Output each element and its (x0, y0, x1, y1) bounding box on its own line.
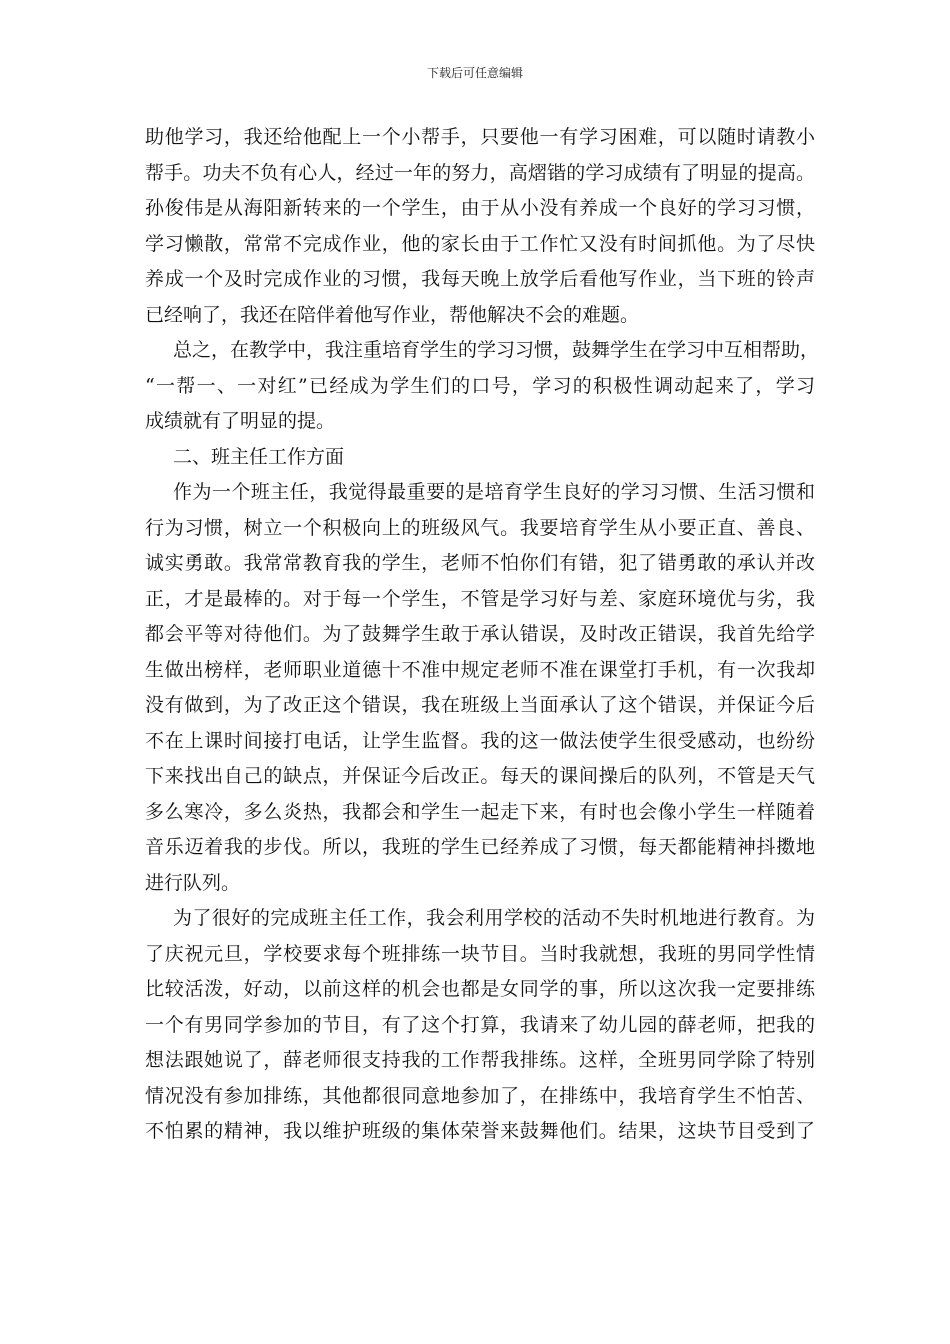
text-line: 了庆祝元旦，学校要求每个班排练一块节目。当时我就想，我班的男同学性情 (145, 942, 815, 965)
text-line: 没有做到，为了改正这个错误，我在班级上当面承认了这个错误，并保证今后 (145, 694, 815, 716)
text-line: 学习懒散，常常不完成作业，他的家长由于工作忙又没有时间抓他。为了尽快 (145, 232, 815, 255)
text-line: 音乐迈着我的步伐。所以，我班的学生已经养成了习惯，每天都能精神抖擞地 (145, 836, 815, 858)
text-line: 行为习惯，树立一个积极向上的班级风气。我要培育学生从小要正直、善良、 (145, 516, 815, 539)
text-line: 进行队列。 (145, 871, 241, 894)
text-line: 养成一个及时完成作业的习惯，我每天晚上放学后看他写作业，当下班的铃声 (145, 268, 815, 290)
text-line: 已经响了，我还在陪伴着他写作业，帮他解决不会的难题。 (145, 303, 640, 326)
text-line: 一个有男同学参加的节目，有了这个打算，我请来了幼儿园的薛老师，把我的 (145, 1013, 815, 1036)
paragraph-start-line: 为了很好的完成班主任工作，我会利用学校的活动不失时机地进行教育。为 (173, 907, 815, 929)
text-line: 生做出榜样，老师职业道德十不准中规定老师不准在课堂打手机，有一次我却 (145, 658, 815, 681)
text-line: 多么寒冷，多么炎热，我都会和学生一起走下来，有时也会像小学生一样随着 (145, 800, 815, 823)
text-line: 帮手。功夫不负有心人，经过一年的努力，高熠锴的学习成绩有了明显的提高。 (145, 161, 815, 184)
text-line: 情况没有参加排练，其他都很同意地参加了，在排练中，我培育学生不怕苦、 (145, 1084, 815, 1107)
section-heading: 二、班主任工作方面 (173, 445, 345, 468)
document-body (145, 120, 820, 1150)
text-line: 成绩就有了明显的提。 (145, 410, 336, 432)
text-line: 诚实勇敢。我常常教育我的学生，老师不怕你们有错，犯了错勇敢的承认并改 (145, 552, 815, 574)
text-line: “一帮一、一对红”已经成为学生们的口号，学习的积极性调动起来了，学习 (145, 374, 815, 397)
paragraph-start-line: 总之，在教学中，我注重培育学生的学习习惯，鼓舞学生在学习中互相帮助， (173, 339, 820, 361)
text-line: 不怕累的精神，我以维护班级的集体荣誉来鼓舞他们。结果，这块节目受到了 (145, 1120, 815, 1142)
text-line: 都会平等对待他们。为了鼓舞学生敢于承认错误，及时改正错误，我首先给学 (145, 623, 815, 645)
text-line: 助他学习，我还给他配上一个小帮手，只要他一有学习困难，可以随时请教小 (145, 126, 815, 148)
text-line: 孙俊伟是从海阳新转来的一个学生，由于从小没有养成一个良好的学习习惯， (145, 197, 815, 219)
text-line: 正，才是最棒的。对于每一个学生，不管是学习好与差、家庭环境优与劣，我 (145, 587, 815, 610)
text-line: 下来找出自己的缺点，并保证今后改正。每天的课间操后的队列，不管是天气 (145, 765, 815, 787)
page-header: 下载后可任意编辑 (426, 66, 523, 80)
text-line: 不在上课时间接打电话，让学生监督。我的这一做法使学生很受感动，也纷纷 (145, 729, 815, 752)
paragraph-start-line: 作为一个班主任，我觉得最重要的是培育学生良好的学习习惯、生活习惯和 (173, 481, 815, 503)
text-line: 想法跟她说了，薛老师很支持我的工作帮我排练。这样，全班男同学除了特别 (145, 1049, 815, 1071)
text-line: 比较活泼，好动，以前这样的机会也都是女同学的事，所以这次我一定要排练 (145, 978, 815, 1000)
